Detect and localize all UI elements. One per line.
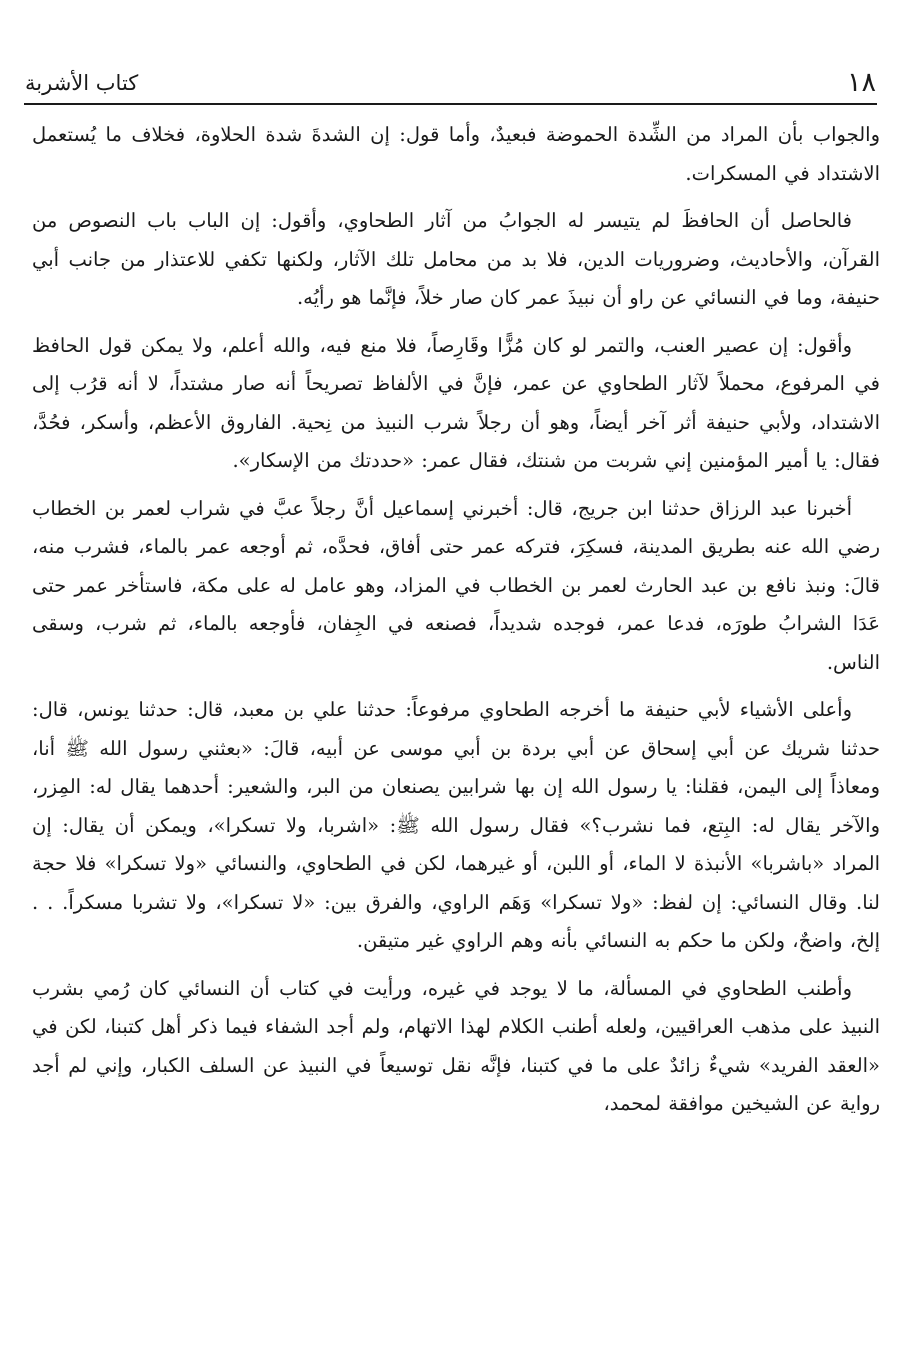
- paragraph-5: وأعلى الأشياء لأبي حنيفة ما أخرجه الطحاوي مرفوعاً: حدثنا علي بن معبد، قال: حدثنا يونس، قال: حدثنا شريك عن أبي إسحاق عن أبي بردة بن أبي موسى عن أبيه، قالَ: «بعثني رسول الله ﷺ أنا، ومعاذاً إلى اليمن، فقلنا: يا رسول الله إن بها شرابين يصنعان من البر، والشعير: أحدهما يقال له: المِزر، والآخر يقال له: البِتع، فما نشرب؟» فقال رسول الله ﷺ: «اشربا، ولا تسكرا»، ويمكن أن يقال: إن المراد «باشربا» الأنبذة لا الماء، أو اللبن، أو غيرهما، لكن في الطحاوي، والنسائي «ولا تسكرا» فلا حجة لنا. وقال النسائي: إن لفظ: «ولا تسكرا» وَهَم الراوي، والفرق بين: «لا تسكرا»، ولا تشربا مسكراً. . . إلخ، واضحٌ، ولكن ما حكم به النسائي بأنه وهم الراوي غير متيقن.: [32, 698, 880, 952]
- paragraph-6: وأطنب الطحاوي في المسألة، ما لا يوجد في غيره، ورأيت في كتاب أن النسائي كان رُمي بشرب النبيذ على مذهب العراقيين، ولعله أطنب الكلام لهذا الاتهام، ولم أجد الشفاء فيما ذكر أهل كتبنا، لكن في «العقد الفريد» شيءٌ زائدٌ على ما في كتبنا، فإنَّه نقل توسيعاً في النبيذ عن السلف الكبار، وإني لم أجد رواية عن الشيخين موافقة لمحمد،: [32, 976, 880, 1115]
- book-title: كتاب الأشربة: [25, 71, 139, 95]
- header-divider: [24, 103, 877, 105]
- running-header: [25, 52, 876, 102]
- paragraph-1: والجواب بأن المراد من الشِّدة الحموضة فبعيدٌ، وأما قول: إن الشدةَ شدة الحلاوة، فخلاف ما يُستعمل الاشتداد في المسكرات.: [32, 123, 880, 185]
- paragraph-2: فالحاصل أن الحافظَ لم يتيسر له الجوابُ من آثار الطحاوي، وأقول: إن الباب باب النصوص من القرآن، والأحاديث، وضروريات الدين، فلا بد من محامل تلك الآثار، ولكنها تكفي للاعتذار من جانب أبي حنيفة، وما في النسائي عن راو أن نبيذَ عمر كان صار خلاً، فإنَّما هو رأيُه.: [32, 209, 880, 309]
- paragraph-3: وأقول: إن عصير العنب، والتمر لو كان مُزًّا وقَارِصاً، فلا منع فيه، والله أعلم، ولا يمكن قول الحافظ في المرفوع، محملاً لآثار الطحاوي عن عمر، فإنَّ في الألفاظ تصريحاً أنه صار مشتداً، لا أنه قرُب إلى الاشتداد، ولأبي حنيفة أثر آخر أيضاً، وهو أن رجلاً شرب النبيذ من نِحية. الفاروق الأعظم، وأسكر، فحُدَّ، فقال: يا أمير المؤمنين إني شربت من شنتك، فقال عمر: «حددتك من الإسكار».: [32, 333, 880, 472]
- body-text: [32, 116, 880, 1124]
- page-number: ١٨: [846, 67, 876, 98]
- paragraph-4: أخبرنا عبد الرزاق حدثنا ابن جريج، قال: أخبرني إسماعيل أنَّ رجلاً عبَّ في شراب لعمر بن الخطاب رضي الله عنه بطريق المدينة، فسكِرَ، فتركه عمر حتى أفاق، فحدَّه، ثم أوجعه عمر بالماء، فشرب منه، قالَ: ونبذ نافع بن عبد الحارث لعمر بن الخطاب في المزاد، وهو عامل له على مكة، فاستأخر عمر حتى عَدَا الشرابُ طورَه، فدعا عمر، فوجده شديداً، فصنعه في الجِفان، فأوجعه بالماء، ثم شرب، وسقى الناس.: [32, 496, 880, 674]
